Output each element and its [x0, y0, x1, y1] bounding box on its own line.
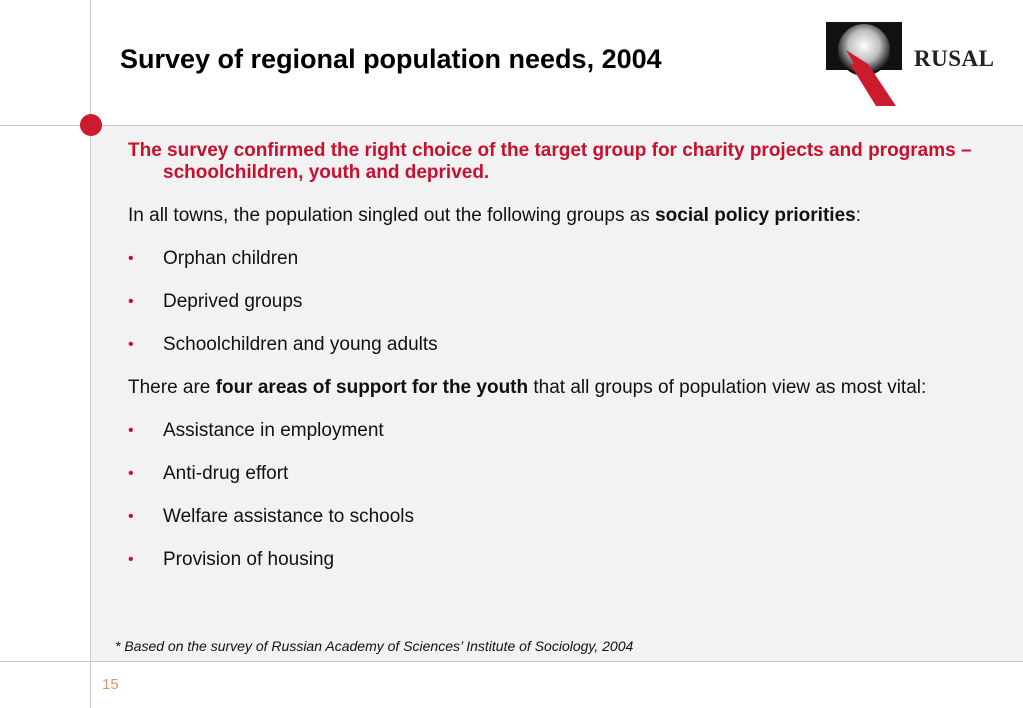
red-dot-marker [80, 114, 102, 136]
priorities-intro-emphasis: social policy priorities [655, 205, 856, 226]
rusal-logo-icon [824, 20, 904, 106]
support-intro-suffix: that all groups of population view as most vital: [528, 377, 927, 398]
bullet-icon: • [128, 551, 134, 568]
priorities-intro [128, 205, 988, 227]
bullet-icon: • [128, 336, 134, 353]
vertical-divider [90, 0, 91, 708]
list-item-text: Provision of housing [163, 549, 335, 570]
list-item [128, 334, 988, 356]
rusal-logo-text: RUSAL [914, 46, 995, 71]
lead-statement: The survey confirmed the right choice of the target group for charity projects and programs – schoolchildren, youth and deprived. [128, 140, 972, 183]
bullet-icon: • [128, 508, 134, 525]
list-item [128, 291, 988, 313]
list-item [128, 549, 988, 571]
list-item-text: Welfare assistance to schools [163, 506, 414, 527]
support-intro-emphasis: four areas of support for the youth [215, 377, 529, 398]
list-item-text: Anti-drug effort [163, 463, 289, 484]
priorities-intro-text: In all towns, the population singled out the following groups as [128, 205, 656, 226]
list-item [128, 420, 988, 442]
list-item [128, 506, 988, 528]
header-divider [0, 125, 1023, 126]
page-number: 15 [102, 676, 119, 693]
bullet-icon: • [128, 422, 134, 439]
list-item [128, 248, 988, 270]
rusal-logo [824, 20, 1004, 108]
list-item [128, 463, 988, 485]
footnote: * Based on the survey of Russian Academy of Sciences’ Institute of Sociology, 2004 [115, 638, 634, 654]
bullet-icon: • [128, 465, 134, 482]
support-intro-text: There are [128, 377, 216, 398]
footer-divider [0, 661, 1023, 662]
bullet-icon: • [128, 293, 134, 310]
support-intro [128, 377, 988, 399]
slide-body [128, 140, 988, 592]
page-title: Survey of regional population needs, 2004 [120, 44, 662, 74]
list-item-text: Orphan children [163, 248, 299, 269]
list-item-text: Deprived groups [163, 291, 303, 312]
list-item-text: Schoolchildren and young adults [163, 334, 438, 355]
bullet-icon: • [128, 250, 134, 267]
priorities-intro-suffix: : [855, 205, 861, 226]
list-item-text: Assistance in employment [163, 420, 384, 441]
